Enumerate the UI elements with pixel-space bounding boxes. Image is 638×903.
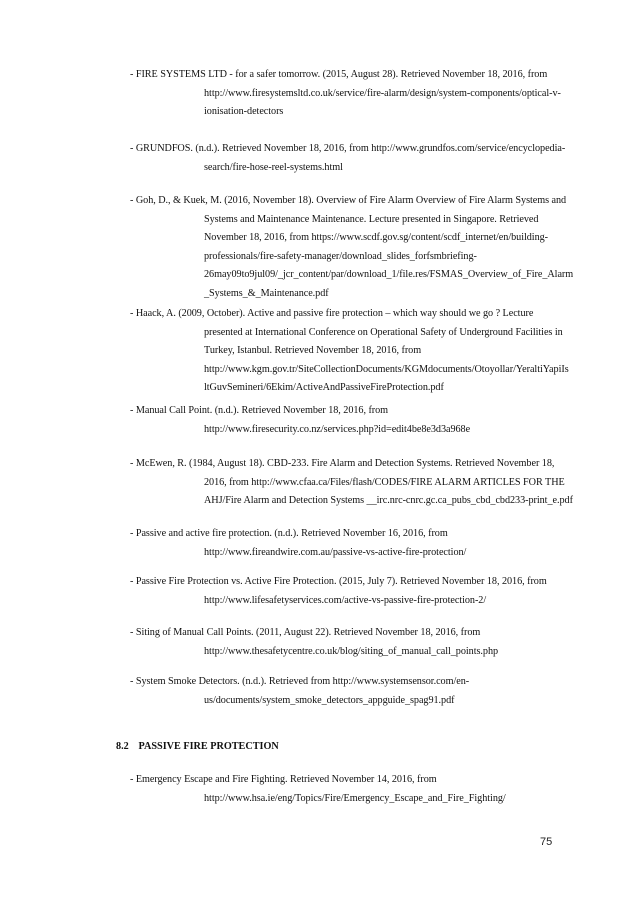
- reference-line: - McEwen, R. (1984, August 18). CBD-233. Fire Alarm and Detection Systems. Retrieved November 18,: [130, 458, 555, 469]
- reference-line: - Passive Fire Protection vs. Active Fire Protection. (2015, July 7). Retrieved November 18, 2016, from: [130, 576, 547, 587]
- reference-line: presented at International Conference on Operational Safety of Underground Facilities in: [204, 326, 563, 338]
- reference-line: - Siting of Manual Call Points. (2011, August 22). Retrieved November 18, 2016, from: [130, 627, 481, 638]
- reference-line: - System Smoke Detectors. (n.d.). Retrieved from http://www.systemsensor.com/en-: [130, 676, 470, 687]
- reference-line: - FIRE SYSTEMS LTD - for a safer tomorrow. (2015, August 28). Retrieved November 18, 2016, from: [130, 69, 548, 80]
- reference-line: http://www.fireandwire.com.au/passive-vs-active-fire-protection/: [204, 546, 467, 558]
- reference-line: - Manual Call Point. (n.d.). Retrieved November 18, 2016, from: [130, 405, 389, 416]
- reference-entry: [130, 624, 570, 661]
- reference-line: http://www.firesecurity.co.nz/services.php?id=edit4be8e3d3a968e: [204, 423, 471, 435]
- section-number: 8.2: [116, 741, 129, 752]
- reference-entry: [130, 771, 570, 808]
- reference-entry: [130, 305, 570, 398]
- reference-entry: [130, 192, 574, 304]
- reference-entry: [130, 66, 570, 122]
- reference-line: http://www.thesafetycentre.co.uk/blog/siting_of_manual_call_points.php: [204, 645, 499, 657]
- reference-line: - Passive and active fire protection. (n.d.). Retrieved November 16, 2016, from: [130, 528, 448, 539]
- reference-line: - Goh, D., & Kuek, M. (2016, November 18). Overview of Fire Alarm Overview of Fire Alarm Systems and: [130, 195, 567, 206]
- page-number: 75: [540, 836, 553, 848]
- reference-entry: [130, 525, 570, 562]
- reference-entry: [130, 455, 573, 511]
- reference-line: November 18, 2016, from https://www.scdf.gov.sg/content/scdf_internet/en/building-: [204, 232, 549, 244]
- reference-line: - Emergency Escape and Fire Fighting. Retrieved November 14, 2016, from: [130, 774, 437, 785]
- reference-line: 26may09to9jul09/_jcr_content/par/download_1/file.res/FSMAS_Overview_of_Fire_Alarm: [204, 269, 574, 281]
- reference-line: http://www.lifesafetyservices.com/active-vs-passive-fire-protection-2/: [204, 594, 487, 606]
- reference-line: _Systems_&_Maintenance.pdf: [204, 287, 329, 299]
- reference-line: Turkey, Istanbul. Retrieved November 18, 2016, from: [204, 345, 422, 357]
- reference-line: professionals/fire-safety-manager/download_slides_forfsmbriefing-: [204, 250, 477, 262]
- reference-line: http://www.hsa.ie/eng/Topics/Fire/Emergency_Escape_and_Fire_Fighting/: [204, 792, 506, 804]
- reference-line: search/fire-hose-reel-systems.html: [204, 161, 343, 173]
- reference-line: ltGuvSemineri/6Ekim/ActiveAndPassiveFireProtection.pdf: [204, 382, 444, 394]
- reference-entry: [130, 573, 570, 610]
- reference-line: ionisation-detectors: [204, 106, 284, 118]
- reference-entry: [130, 402, 570, 439]
- reference-line: - Haack, A. (2009, October). Active and passive fire protection – which way should we go ? Lecture: [130, 308, 534, 319]
- section-heading: [116, 741, 279, 752]
- reference-line: 2016, from http://www.cfaa.ca/Files/flash/CODES/FIRE ALARM ARTICLES FOR THE: [204, 476, 565, 488]
- reference-line: http://www.firesystemsltd.co.uk/service/fire-alarm/design/system-components/optical-v-: [204, 87, 561, 99]
- reference-line: http://www.kgm.gov.tr/SiteCollectionDocuments/KGMdocuments/Otoyollar/YeraltiYapiIs: [204, 363, 569, 375]
- reference-line: us/documents/system_smoke_detectors_appguide_spag91.pdf: [204, 694, 455, 706]
- reference-line: AHJ/Fire Alarm and Detection Systems __irc.nrc-cnrc.gc.ca_pubs_cbd_cbd233-print_e.pdf: [204, 495, 573, 507]
- reference-line: Systems and Maintenance Maintenance. Lecture presented in Singapore. Retrieved: [204, 213, 539, 225]
- reference-entry: [130, 673, 570, 710]
- reference-entry: [130, 140, 570, 177]
- reference-line: - GRUNDFOS. (n.d.). Retrieved November 18, 2016, from http://www.grundfos.com/service/encyclopedia-: [130, 143, 566, 154]
- section-title: PASSIVE FIRE PROTECTION: [138, 741, 279, 752]
